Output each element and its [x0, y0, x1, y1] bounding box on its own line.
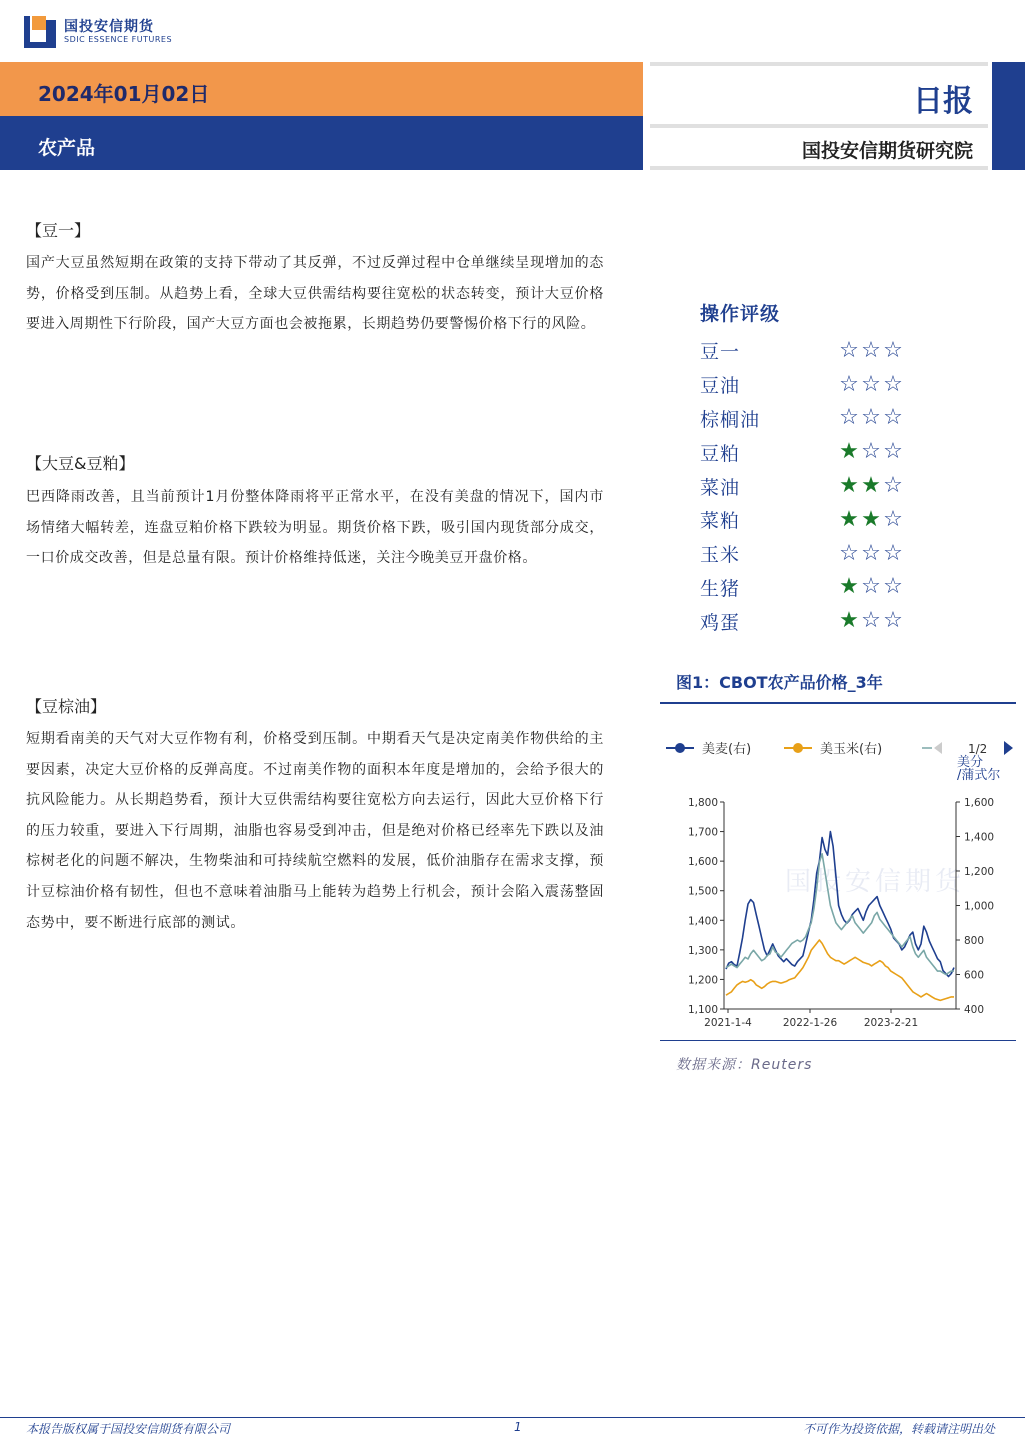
right-tick-label: 1,400 — [964, 831, 995, 844]
company-logo — [24, 16, 172, 48]
cbot-price-chart — [660, 704, 1016, 1038]
star-outline-icon: ☆ — [883, 473, 903, 499]
star-outline-icon: ☆ — [861, 337, 881, 363]
rating-row — [700, 571, 904, 605]
section-body: 短期看南美的天气对大豆作物有利，价格受到压制。中期看天气是决定南美作物供给的主要因素，决定大豆价格的反弹高度。不过南美作物的面积本年度是增加的，会给予很大的抗风险能力。从长期趋势看，预计大豆供需结构要往宽松方向去运行，因此大豆价格下行的压力较重，要进入下行周期，油脂也容易受到冲击，但是绝对价格已经率先下跌以及油棕树老化的问题不解决，生物柴油和可持续航空燃料的发展，低价油脂存在需求支撑，预计豆棕油价格有韧性，但也不意味着油脂马上能转为趋势上行机会，预计会陷入震荡整固态势中，要不断进行底部的测试。 — [26, 731, 604, 931]
legend-marker — [793, 743, 803, 753]
footer-rule — [0, 1417, 1025, 1418]
rating-stars — [838, 475, 904, 497]
x-tick-label: 2021-1-4 — [704, 1017, 752, 1029]
rating-commodity: 豆粕 — [700, 442, 741, 465]
star-outline-icon: ☆ — [861, 439, 881, 465]
rating-title: 操作评级 — [700, 303, 781, 325]
star-filled-icon: ★ — [839, 574, 859, 600]
right-axis-unit: /蒲式尔 — [957, 768, 1001, 783]
left-tick-label: 1,300 — [687, 944, 718, 957]
star-filled-icon: ★ — [839, 439, 859, 465]
left-tick-label: 1,600 — [687, 856, 718, 869]
figure-bottom-rule — [660, 1040, 1016, 1041]
left-tick-label: 1,800 — [687, 797, 718, 809]
category-banner — [0, 116, 643, 170]
right-tick-label: 1,000 — [964, 900, 995, 913]
right-tick-label: 1,200 — [964, 866, 995, 878]
rating-row — [700, 402, 904, 436]
rating-stars — [838, 610, 904, 632]
right-tick-label: 600 — [964, 969, 985, 982]
star-filled-icon: ★ — [839, 608, 859, 634]
header-divider — [650, 62, 988, 66]
star-outline-icon: ☆ — [883, 405, 903, 431]
section-body: 国产大豆虽然短期在政策的支持下带动了其反弹，不过反弹过程中仓单继续呈现增加的态势，价格受到压制。从趋势上看，全球大豆供需结构要往宽松的状态转变，预计大豆价格要进入周期性下行阶段，国产大豆方面也会被拖累，长期趋势仍要警惕价格下行的风险。 — [26, 255, 604, 333]
star-filled-icon: ★ — [861, 473, 881, 499]
left-tick-label: 1,700 — [687, 826, 718, 839]
section-title: 【豆一】 — [26, 221, 91, 240]
rating-stars — [838, 576, 904, 598]
star-outline-icon: ☆ — [839, 405, 859, 431]
star-outline-icon: ☆ — [861, 574, 881, 600]
star-outline-icon: ☆ — [883, 371, 903, 397]
star-outline-icon: ☆ — [839, 371, 859, 397]
report-category: 农产品 — [38, 137, 96, 159]
logo-name: 国投安信期货 — [64, 19, 154, 35]
legend-label: 美玉米(右) — [820, 742, 883, 757]
header-accent-block — [992, 62, 1025, 116]
rating-commodity: 玉米 — [700, 544, 741, 567]
report-type: 日报 — [913, 84, 973, 119]
star-filled-icon: ★ — [839, 506, 859, 532]
institute-name: 国投安信期货研究院 — [801, 140, 973, 162]
footer-page-number: 1 — [514, 1420, 522, 1434]
rating-commodity: 生猪 — [700, 577, 741, 600]
rating-commodity: 菜油 — [700, 476, 741, 499]
star-outline-icon: ☆ — [839, 337, 859, 363]
rating-stars — [838, 441, 904, 463]
star-outline-icon: ☆ — [839, 540, 859, 566]
legend-marker — [675, 743, 685, 753]
logo-english-name: SDIC ESSENCE FUTURES — [64, 35, 173, 44]
footer-disclaimer: 不可作为投资依据，转载请注明出处 — [802, 1422, 995, 1436]
date-banner — [0, 62, 643, 116]
star-filled-icon: ★ — [861, 506, 881, 532]
star-outline-icon: ☆ — [883, 506, 903, 532]
rating-commodity: 菜粕 — [700, 510, 741, 533]
legend-next-icon — [1004, 741, 1013, 755]
rating-stars — [838, 407, 904, 429]
star-outline-icon: ☆ — [861, 540, 881, 566]
rating-stars — [838, 506, 904, 532]
x-tick-label: 2022-1-26 — [782, 1017, 838, 1029]
right-tick-label: 1,600 — [964, 797, 995, 809]
left-tick-label: 1,200 — [687, 974, 718, 987]
left-tick-label: 1,100 — [687, 1004, 718, 1016]
rating-row — [700, 469, 904, 503]
rating-commodity: 棕榈油 — [700, 408, 761, 431]
logo-mark-icon — [24, 16, 56, 48]
left-tick-label: 1,400 — [687, 915, 718, 928]
star-outline-icon: ☆ — [883, 608, 903, 634]
figure-title: 图1：CBOT农产品价格_3年 — [676, 673, 883, 692]
legend-prev-icon — [934, 742, 942, 754]
header-accent-block — [992, 116, 1025, 170]
x-tick-label: 2023-2-21 — [863, 1017, 919, 1029]
rating-row — [700, 334, 904, 368]
data-source: 数据来源：Reuters — [676, 1057, 813, 1073]
section-body: 巴西降雨改善，且当前预计1月份整体降雨将平正常水平，在没有美盘的情况下，国内市场情绪大幅转差，连盘豆粕价格下跌较为明显。期货价格下跌，吸引国内现货部分成交，一口价成交改善，但是总量有限。预计价格维持低迷，关注今晚美豆开盘价格。 — [26, 489, 604, 567]
legend-page: 1/2 — [968, 742, 988, 756]
star-outline-icon: ☆ — [861, 405, 881, 431]
header-divider — [650, 166, 988, 170]
star-outline-icon: ☆ — [861, 608, 881, 634]
rating-row — [700, 368, 904, 402]
star-filled-icon: ★ — [839, 473, 859, 499]
series-line — [726, 940, 954, 1000]
star-outline-icon: ☆ — [883, 337, 903, 363]
report-date: 2024年01月02日 — [38, 82, 210, 106]
legend-label: 美麦(右) — [702, 742, 752, 757]
section-title: 【豆棕油】 — [26, 697, 107, 716]
rating-row — [700, 503, 904, 537]
footer-copyright: 本报告版权属于国投安信期货有限公司 — [26, 1422, 231, 1436]
star-outline-icon: ☆ — [883, 540, 903, 566]
section-title: 【大豆&豆粕】 — [26, 454, 135, 473]
rating-commodity: 豆油 — [700, 375, 741, 398]
rating-row — [700, 537, 904, 571]
right-axis-unit: 美分 — [957, 755, 984, 770]
rating-stars — [838, 540, 904, 566]
rating-commodity: 鸡蛋 — [700, 611, 741, 634]
rating-commodity: 豆一 — [700, 341, 741, 364]
rating-row — [700, 435, 904, 469]
rating-row — [700, 604, 904, 638]
right-tick-label: 800 — [964, 935, 985, 947]
rating-stars — [838, 371, 904, 397]
right-tick-label: 400 — [964, 1004, 985, 1016]
star-outline-icon: ☆ — [861, 371, 881, 397]
rating-stars — [838, 337, 904, 363]
chart-watermark: 国投安信期货 — [785, 867, 966, 897]
header-divider — [650, 124, 988, 128]
left-tick-label: 1,500 — [687, 885, 718, 898]
star-outline-icon: ☆ — [883, 439, 903, 465]
star-outline-icon: ☆ — [883, 574, 903, 600]
operation-rating — [700, 300, 904, 638]
